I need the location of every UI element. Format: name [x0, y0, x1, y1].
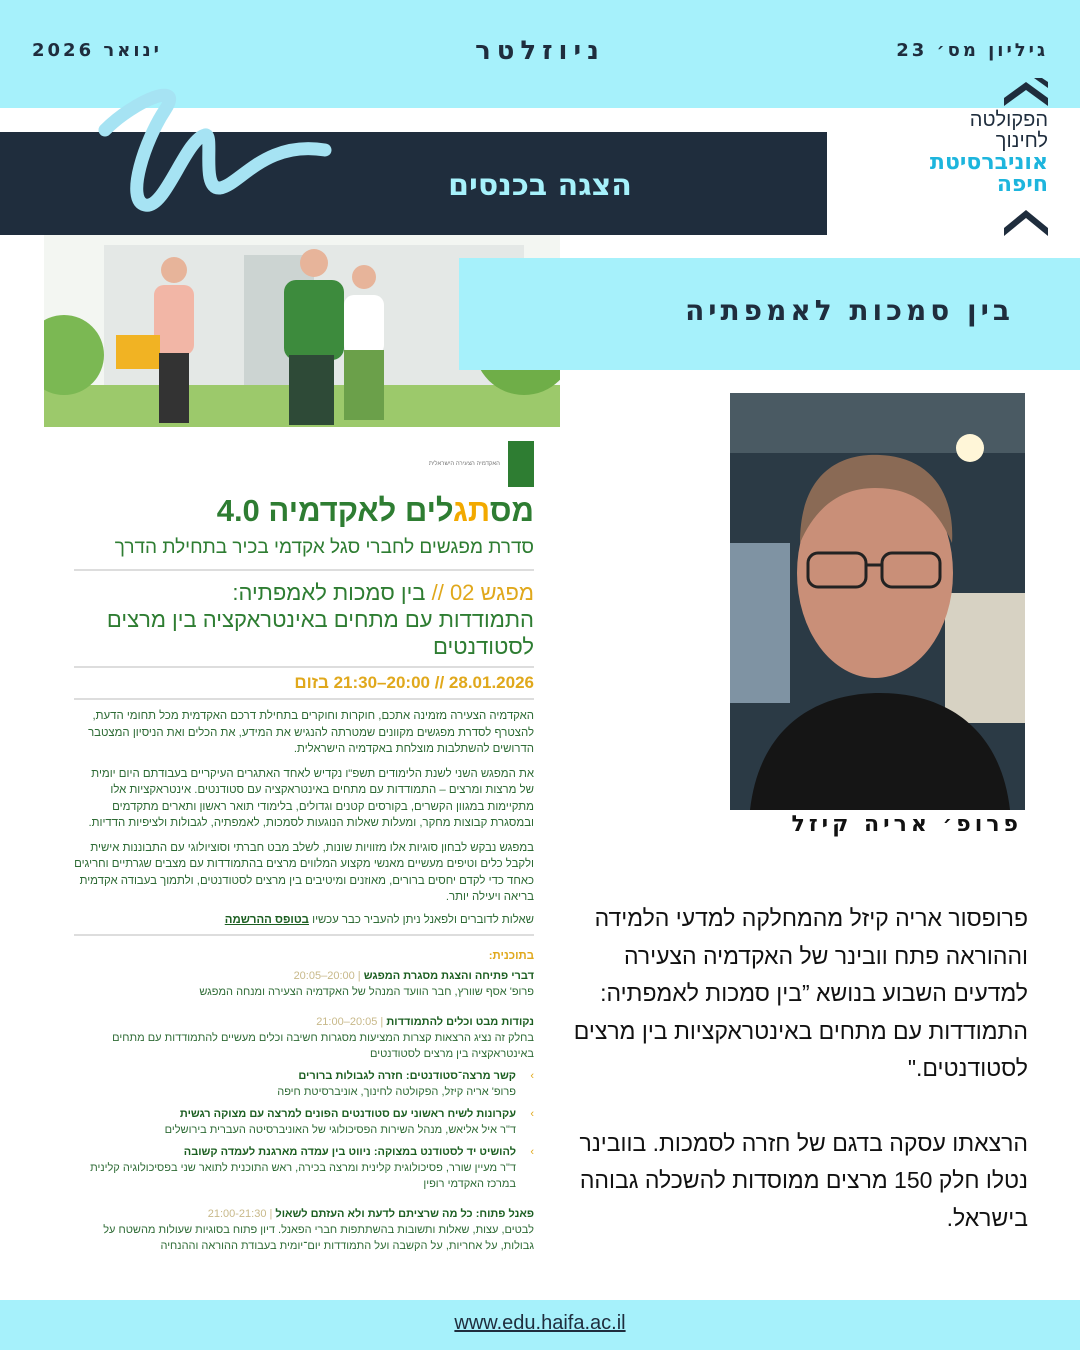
program-label: בתוכנית: [488, 949, 534, 962]
article-paragraph: הרצאתו עסקה בדגם של חזרה לסמכות. בוובינר נטלו חלק 150 מרצים ממוסדות להשכלה גבוהה בישראל. [579, 1129, 1028, 1231]
young-academy-logo-icon [508, 441, 534, 487]
flyer-paragraph: את המפגש השני לשנת הלימודים תשפ"ו נקדיש לאחד האתגרים העיקריים בעבודתם היום יומית של מרצות ומרצים – התמודדות עם מתחים באינטראקציה עם סטודנטים. אינטראקציות אלו מתקיימות במגוון הקשרים, בקורסים קטנים וגדולים, בלימודי תואר ראשון ותארים מתקדמים ובמסגרת קבוצות מחקר, ומעלות שאלות הנוגעות לסמכות, לאמפתיה, לגבולות ולציפיות הדדיות. [88, 767, 534, 829]
brush-scribble-decoration [95, 80, 335, 220]
logo-line: אוניברסיטת [929, 150, 1048, 175]
article-paragraph: פרופסור אריה קיזל מהמחלקה למדעי הלמידה וההוראה פתח וובינר של האקדמיה הצעירה למדעים השבוע בנושא ”בין סמכות לאמפתיה: התמודדות עם מתחים באינטראקציות בין מרצים לסטודנטים." [573, 905, 1028, 1081]
registration-line: שאלות לדוברים ולפאנל ניתן להעביר כבר עכשיו בטופס ההרשמה [74, 914, 534, 936]
photo-caption: פרופ׳ אריה קיזל [791, 812, 1022, 837]
program-item: דברי פתיחה והצגת מסגרת המפגש | 20:00–20:05 פרופ' אסף שוורץ, חבר הוועד המנהל של האקדמיה הצעירה ומנחה המפגש [199, 969, 534, 998]
faculty-logo [908, 78, 1048, 240]
program-item: נקודות מבט וכלים להתמודדות | 20:05–21:00 בחלק זה נציג הרצאות קצרות המציעות מסגרות חשיבה וכלים מעשיים להתמודדות עם מתחים באינטראקציה בין מרצים לסטודנטים [112, 1015, 534, 1060]
flyer-title: מסתגלים לאקדמיה 4.0 [216, 493, 534, 528]
newsletter-title: ניוזלטר [475, 36, 605, 66]
logo-line: חיפה [996, 172, 1048, 197]
program-item: › קשר מרצה־סטודנטים: חזרה לגבולות ברורים פרופ' אריה קיזל, הפקולטה לחינוך, אוניברסיטת חיפה [74, 1068, 534, 1100]
section-title: הצגה בכנסים [448, 168, 632, 203]
issue-number: גיליון מס׳ 23 [896, 40, 1048, 61]
chevron-up-icon [1004, 78, 1048, 106]
program-item: פאנל פתוח: כל מה שרציתם לדעת ולא העזתם לשאול | 21:00-21:30 לבטים, עצות, שאלות ותשובות בהשתתפות חברי הפאנל. דיון פתוח בסוגיות שעולות מהשטח על גבולות, על אחריות, על הקשבה ועל התמודדות יום־יומית בעבודת ההוראה וההנחיה [103, 1207, 534, 1252]
chevron-up-icon [1004, 208, 1048, 236]
speaker-photo [730, 393, 1025, 810]
meeting-title: מפגש 02 // בין סמכות לאמפתיה: התמודדות עם מתחים באינטראקציה בין מרצים לסטודנטים [74, 579, 534, 668]
issue-date: ינואר 2026 [32, 40, 162, 61]
article-body [573, 900, 1028, 1237]
flyer-paragraph: האקדמיה הצעירה מזמינה אתכם, חוקרות וחוקרים בתחילת דרכם האקדמית מכל תחומי הדעת, להצטרף לסדרת מפגשים מקוונים שמטרתה להנגיש את המידע, את הכלים ואת הניסיון המצטבר הדרושים להשתלבות מוצלחת באקדמיה הישראלית. [88, 710, 534, 755]
logo-line: לחינוך [995, 130, 1048, 152]
meeting-datetime: 28.01.2026 // 20:00–21:30 בזום [74, 668, 534, 700]
website-link[interactable]: www.edu.haifa.ac.il [454, 1312, 626, 1334]
program-item: › להושיט יד לסטודנט במצוקה: ניווט בין עמדה מארגנת לעמדה קשובה ד"ר מעיין שורר, פסיכולוגית קלינית ומרצה בכירה, ראש התוכנית לתואר שני בפסיכולוגיה קלינית במרכז האקדמי רופין [74, 1144, 534, 1192]
flyer-org: האקדמיה הצעירה הישראלית [428, 461, 500, 467]
logo-line: הפקולטה [969, 109, 1048, 131]
flyer-paragraph: במפגש נבקש לבחון סוגיות אלו מזוויות שונות, לשלב מבט חברתי וסוציולוגי עם התבוננות אישית ולקבל כלים וטיפים מעשיים מאנשי מקצוע המלווים מרצים בהתמודדות עם מצבים שגרתיים וחריגים כאחד כדי לקדם יחסים ברורים, מאוזנים ומיטיבים בין מרצים לסטודנטים, ולתמוך בעבודה אקדמית בריאה ויעילה יותר. [74, 841, 534, 903]
event-flyer-image [44, 235, 560, 1300]
program-item: › עקרונות לשיח ראשוני עם סטודנטים הפונים למרצה עם מצוקה רגשית ד"ר איל אליאש, מנהל השירות הפסיכולוגי של האוניברסיטה העברית בירושלים [74, 1106, 534, 1138]
flyer-subtitle: סדרת מפגשים לחברי סגל אקדמי בכיר בתחילת הדרך [74, 537, 534, 571]
footer [0, 1300, 1080, 1350]
article-title: בין סמכות לאמפתיה [685, 294, 1014, 327]
